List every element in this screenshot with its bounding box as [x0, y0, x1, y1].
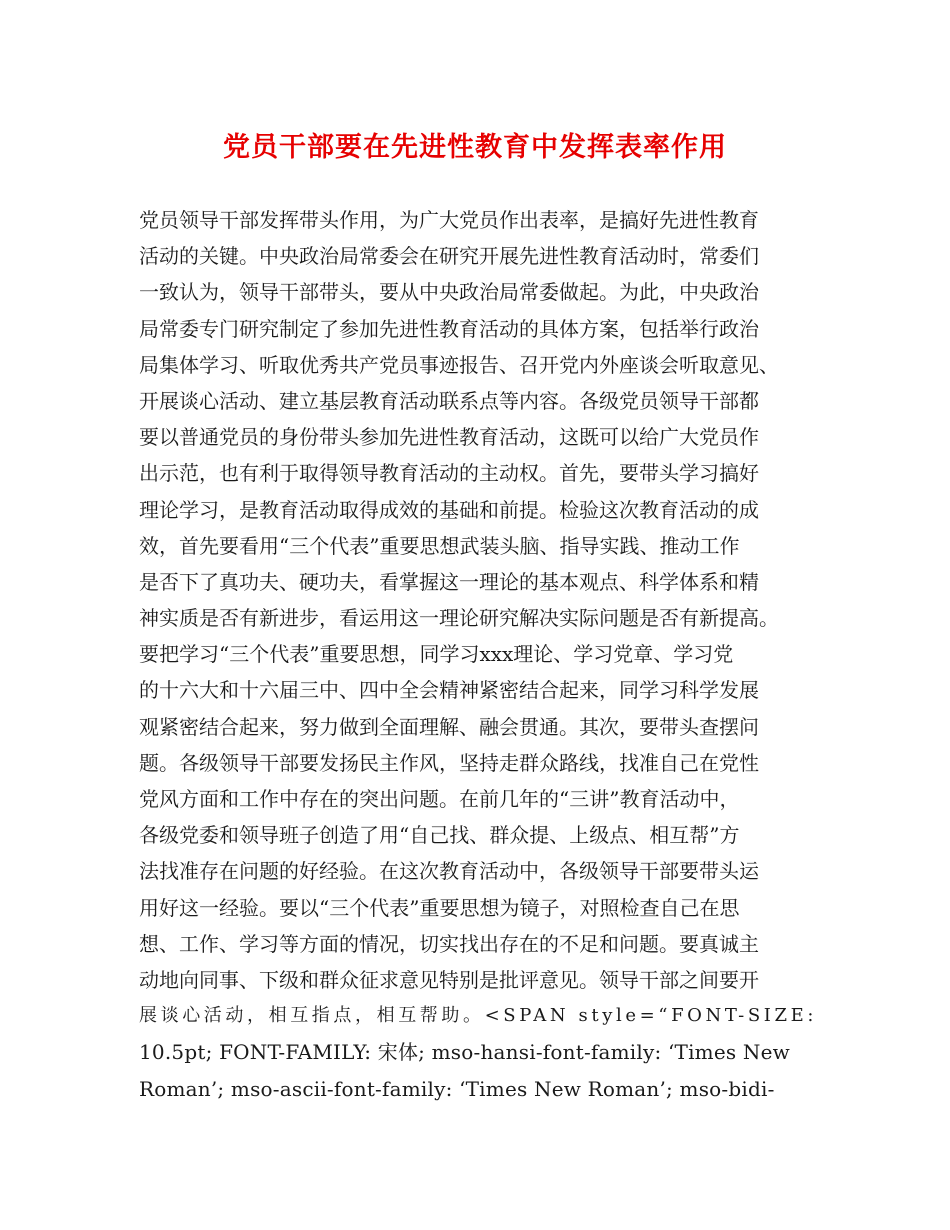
body-line: Roman’; mso-ascii-font-family: ‘Times New Roman’; mso-bidi-	[139, 1076, 775, 1101]
body-line: 神实质是否有新进步，看运用这一理论研究解决实际问题是否有新提高。	[139, 606, 779, 631]
body-line: 动地向同事、下级和群众征求意见特别是批评意见。领导干部之间要开	[139, 967, 759, 992]
body-line: 题。各级领导干部要发扬民主作风，坚持走群众路线，找准自己在党性	[139, 750, 759, 775]
body-line: 各级党委和领导班子创造了用“自己找、群众提、上级点、相互帮”方	[139, 823, 740, 848]
body-line: 是否下了真功夫、硬功夫，看掌握这一理论的基本观点、科学体系和精	[139, 569, 759, 594]
body-line: 党员领导干部发挥带头作用，为广大党员作出表率，是搞好先进性教育	[139, 208, 759, 232]
body-line: 要以普通党员的身份带头参加先进性教育活动，这既可以给广大党员作	[139, 425, 759, 450]
body-line: 想、工作、学习等方面的情况，切实找出存在的不足和问题。要真诚主	[139, 931, 759, 956]
body-line: 出示范，也有利于取得领导教育活动的主动权。首先，要带头学习搞好	[139, 461, 759, 486]
body-line: 10.5pt; FONT-FAMILY: 宋体; mso-hansi-font-family: ‘Times New	[139, 1040, 790, 1065]
document-title: 党员干部要在先进性教育中发挥表率作用	[223, 132, 727, 163]
body-line: 效，首先要看用“三个代表”重要思想武装头脑、指导实践、推动工作	[139, 533, 740, 558]
body-line: 局常委专门研究制定了参加先进性教育活动的具体方案，包括举行政治	[139, 316, 759, 341]
body-line: 开展谈心活动、建立基层教育活动联系点等内容。各级党员领导干部都	[139, 388, 759, 413]
body-line: 活动的关键。中央政治局常委会在研究开展先进性教育活动时，常委们	[139, 244, 759, 269]
body-line: 观紧密结合起来，努力做到全面理解、融会贯通。其次，要带头查摆问	[139, 714, 759, 739]
body-line: 理论学习，是教育活动取得成效的基础和前提。检验这次教育活动的成	[139, 497, 759, 522]
body-line: 展谈心活动，相互指点，相互帮助。<SPAN style=“FONT-SIZE:	[139, 1005, 817, 1027]
body-line: 法找准存在问题的好经验。在这次教育活动中，各级领导干部要带头运	[139, 859, 759, 884]
body-line: 党风方面和工作中存在的突出问题。在前几年的“三讲”教育活动中，	[139, 787, 740, 811]
body-line: 的十六大和十六届三中、四中全会精神紧密结合起来，同学习科学发展	[139, 678, 759, 703]
body-line: 用好这一经验。要以“三个代表”重要思想为镜子，对照检查自己在思	[139, 895, 740, 920]
body-line: 要把学习“三个代表”重要思想，同学习xxx理论、学习党章、学习党	[139, 642, 734, 667]
body-line: 一致认为，领导干部带头，要从中央政治局常委做起。为此，中央政治	[139, 280, 759, 305]
body-line: 局集体学习、听取优秀共产党员事迹报告、召开党内外座谈会听取意见、	[139, 352, 779, 377]
document-body	[139, 202, 819, 1107]
